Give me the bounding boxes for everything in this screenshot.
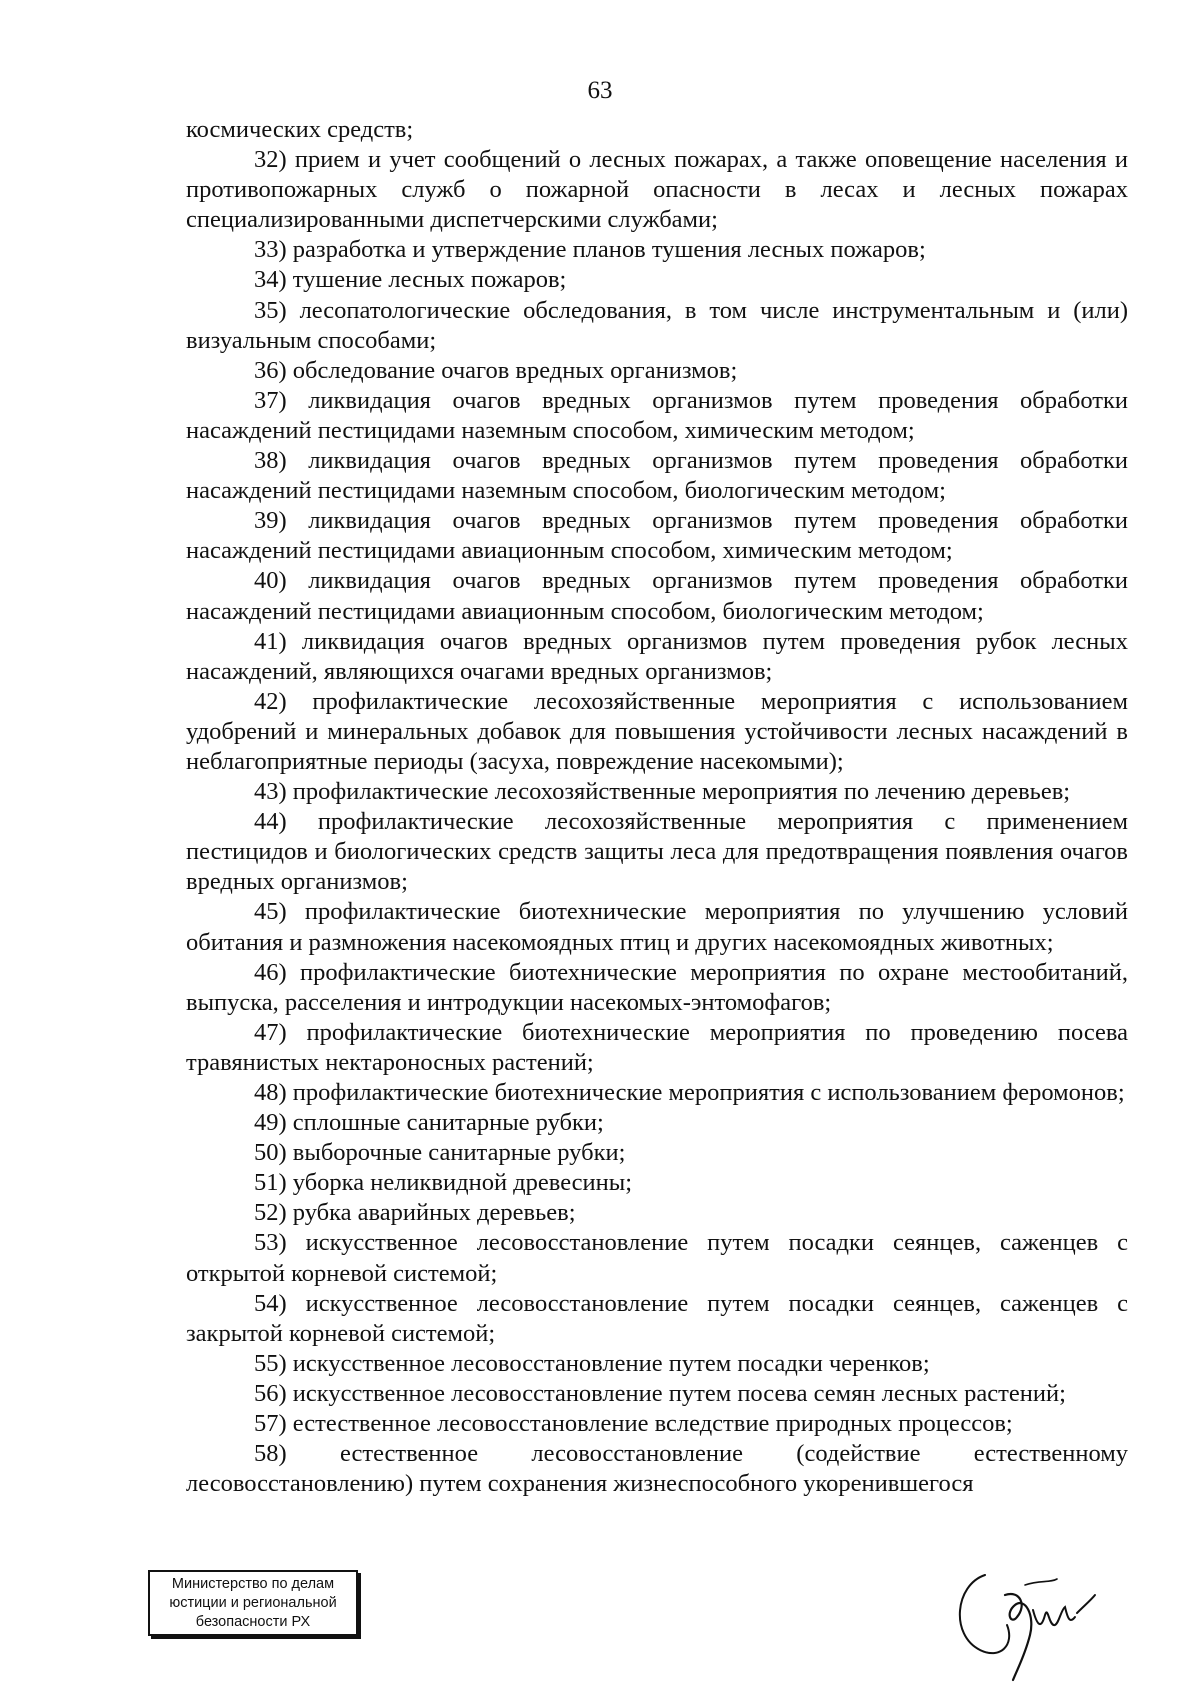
list-item-36: 36) обследование очагов вредных организмов; bbox=[254, 356, 738, 384]
stamp-line-1: Министерство по делам bbox=[171, 1576, 335, 1592]
page-number: 63 bbox=[587, 77, 613, 104]
list-item-55: 55) искусственное лесовосстановление путем посадки черенков; bbox=[254, 1349, 930, 1377]
list-item-54: 54) искусственное лесовосстановление путем посадки сеянцев, саженцев с закрытой корневой системой; bbox=[186, 1289, 1128, 1347]
list-item-58: 58) естественное лесовосстановление (содействие естественному лесовосстановлению) путем сохранения жизнеспособного укоренившегося bbox=[186, 1440, 1128, 1498]
list-item-53: 53) искусственное лесовосстановление путем посадки сеянцев, саженцев с открытой корневой системой; bbox=[186, 1229, 1128, 1287]
stamp-line-2: юстиции и региональной bbox=[169, 1595, 337, 1611]
list-item-35: 35) лесопатологические обследования, в том числе инструментальным и (или) визуальным способами; bbox=[186, 296, 1128, 354]
list-item-47: 47) профилактические биотехнические мероприятия по проведению посева травянистых нектароносных растений; bbox=[186, 1018, 1128, 1076]
list-item-38: 38) ликвидация очагов вредных организмов путем проведения обработки насаждений пестицидами наземным способом, биологическим методом; bbox=[186, 447, 1128, 505]
list-item-45: 45) профилактические биотехнические мероприятия по улучшению условий обитания и размножения насекомоядных птиц и других насекомоядных животных; bbox=[186, 898, 1128, 956]
list-item-49: 49) сплошные санитарные рубки; bbox=[254, 1109, 604, 1137]
list-item-44: 44) профилактические лесохозяйственные мероприятия с применением пестицидов и биологических средств защиты леса для предотвращения появления очагов вредных организмов; bbox=[186, 808, 1128, 896]
list-item-50: 50) выборочные санитарные рубки; bbox=[254, 1139, 626, 1167]
list-item-43: 43) профилактические лесохозяйственные мероприятия по лечению деревьев; bbox=[254, 778, 1071, 806]
list-item-40: 40) ликвидация очагов вредных организмов путем проведения обработки насаждений пестицидами авиационным способом, биологическим методом; bbox=[186, 567, 1128, 625]
list-item-51: 51) уборка неликвидной древесины; bbox=[254, 1169, 633, 1197]
list-item-33: 33) разработка и утверждение планов тушения лесных пожаров; bbox=[254, 236, 926, 264]
ministry-stamp bbox=[148, 1570, 358, 1636]
list-item-57: 57) естественное лесовосстановление вследствие природных процессов; bbox=[254, 1410, 1013, 1438]
list-item-32: 32) прием и учет сообщений о лесных пожарах, а также оповещение населения и противопожарных служб о пожарной опасности в лесах и лесных пожарах специализированными диспетчерскими службами; bbox=[186, 146, 1128, 234]
list-item-46: 46) профилактические биотехнические мероприятия по охране местообитаний, выпуска, расселения и интродукции насекомых-энтомофагов; bbox=[186, 958, 1128, 1016]
paragraph-continuation: космических средств; bbox=[186, 116, 414, 143]
list-item-52: 52) рубка аварийных деревьев; bbox=[254, 1199, 576, 1227]
list-item-37: 37) ликвидация очагов вредных организмов путем проведения обработки насаждений пестицидами наземным способом, химическим методом; bbox=[186, 386, 1128, 444]
document-body bbox=[186, 115, 1128, 1499]
list-item-48: 48) профилактические биотехнические мероприятия с использованием феромонов; bbox=[254, 1079, 1125, 1106]
list-item-42: 42) профилактические лесохозяйственные мероприятия с использованием удобрений и минеральных добавок для повышения устойчивости лесных насаждений в неблагоприятные периоды (засуха, повреждение насекомыми); bbox=[186, 687, 1128, 775]
list-item-34: 34) тушение лесных пожаров; bbox=[254, 266, 567, 294]
stamp-line-3: безопасности РХ bbox=[195, 1614, 311, 1630]
list-item-41: 41) ликвидация очагов вредных организмов путем проведения рубок лесных насаждений, являющихся очагами вредных организмов; bbox=[186, 627, 1128, 685]
handwritten-signature bbox=[945, 1555, 1145, 1685]
list-item-56: 56) искусственное лесовосстановление путем посева семян лесных растений; bbox=[254, 1379, 1066, 1407]
list-item-39: 39) ликвидация очагов вредных организмов путем проведения обработки насаждений пестицидами авиационным способом, химическим методом; bbox=[186, 507, 1128, 565]
